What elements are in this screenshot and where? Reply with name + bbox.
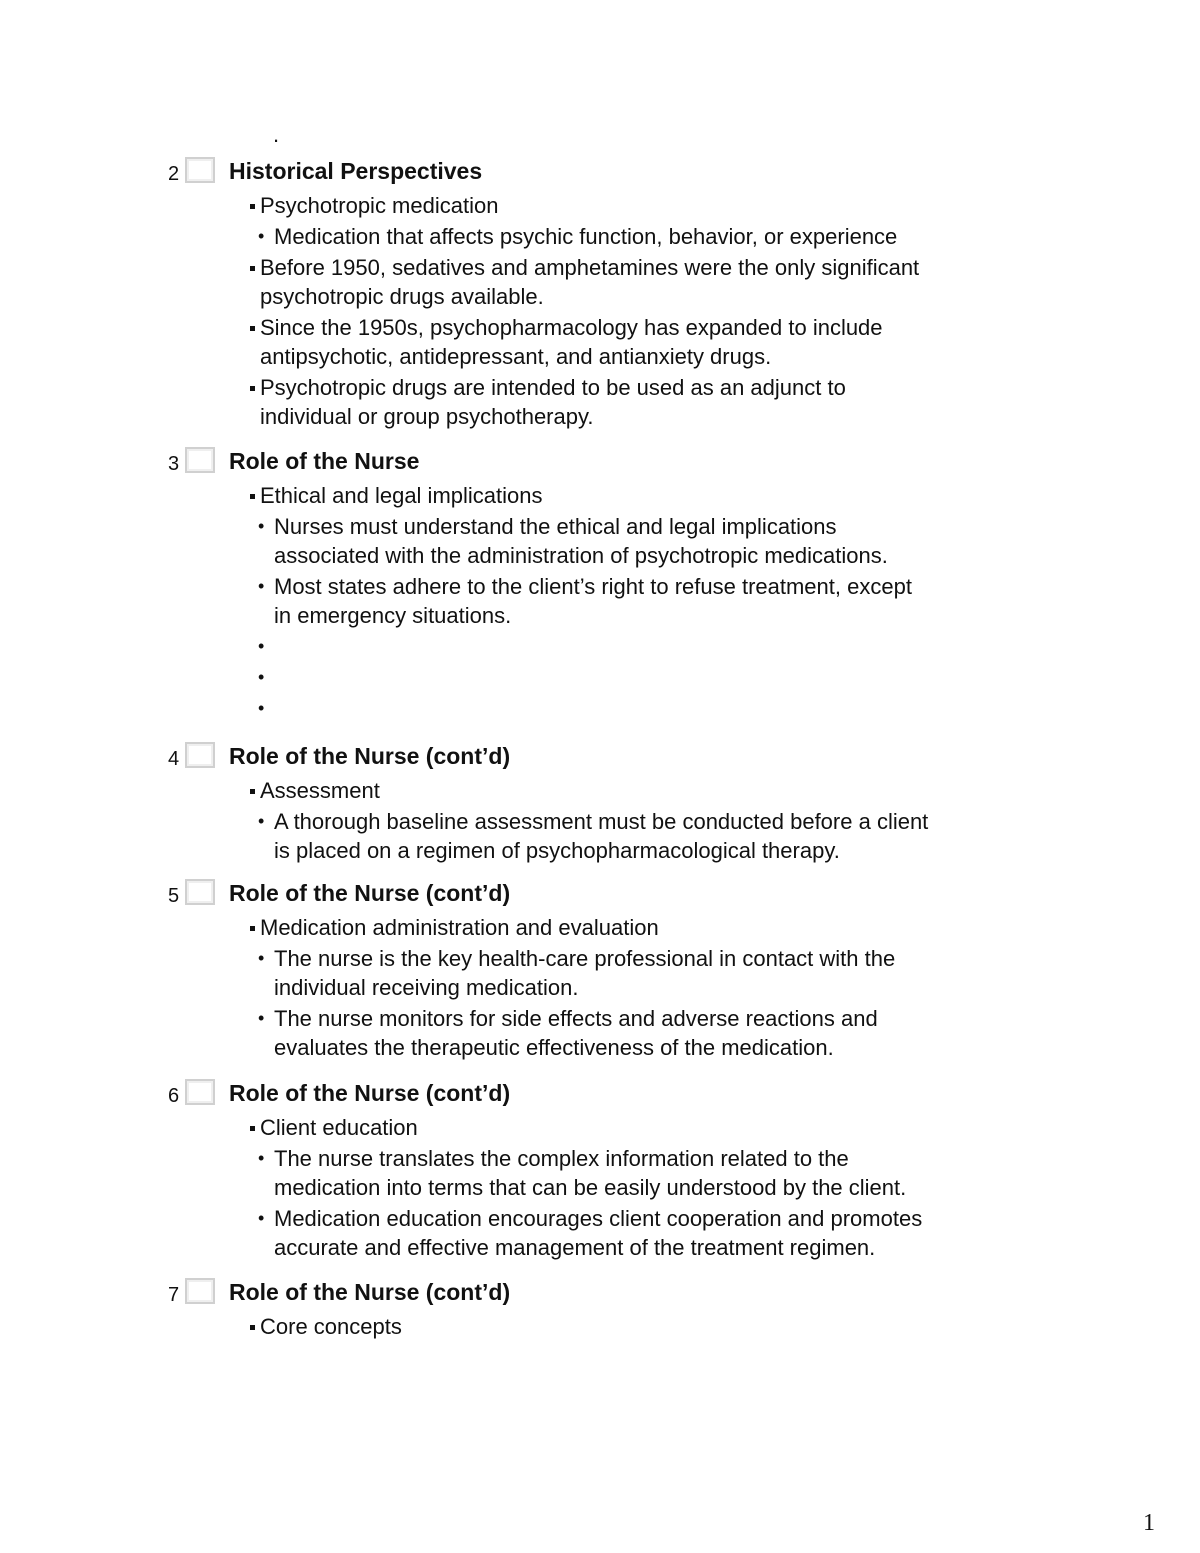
- bullet-line: • Most states adhere to the client’s right to refuse treatment, except: [274, 574, 912, 599]
- slide-number: 3: [168, 453, 180, 475]
- slide-title: Role of the Nurse (cont’d): [229, 1279, 511, 1305]
- bullet-item: [0, 481, 1200, 510]
- sub-bullet-item: [0, 1004, 1200, 1062]
- bullet-item: [0, 313, 1200, 371]
- bullet-line: individual receiving medication.: [274, 975, 579, 1000]
- bullet-line: • The nurse translates the complex information related to the: [274, 1146, 849, 1171]
- sub-bullet-item: [0, 807, 1200, 865]
- slide-number: 4: [168, 748, 180, 770]
- bullet-line: evaluates the therapeutic effectiveness of the medication.: [274, 1035, 834, 1060]
- bullet-item: [0, 1312, 1200, 1341]
- bullet-line: [274, 694, 1200, 723]
- bullet-line: Core concepts: [260, 1314, 402, 1339]
- slide-number: 7: [168, 1284, 180, 1306]
- slide-bullets: [0, 1312, 1200, 1341]
- sub-bullet-item: [0, 663, 1200, 692]
- slide-title: Role of the Nurse (cont’d): [229, 743, 511, 769]
- bullet-item: [0, 1113, 1200, 1142]
- sub-bullet-item: [0, 1204, 1200, 1262]
- slide-thumbnail[interactable]: [185, 157, 215, 183]
- bullet-line: Since the 1950s, psychopharmacology has expanded to include: [260, 315, 883, 340]
- sub-bullet-item: [0, 1144, 1200, 1202]
- top-marker: .: [273, 122, 280, 147]
- slide-number: 5: [168, 885, 180, 907]
- bullet-line: • The nurse is the key health-care professional in contact with the: [274, 946, 896, 971]
- bullet-item: [0, 373, 1200, 431]
- sub-bullet-item: [0, 222, 1200, 251]
- slide-title: Historical Perspectives: [229, 158, 483, 184]
- bullet-line: • Medication education encourages client cooperation and promotes: [274, 1206, 923, 1231]
- slide-thumbnail[interactable]: [185, 1278, 215, 1304]
- bullet-item: [0, 253, 1200, 311]
- bullet-line: antipsychotic, antidepressant, and antianxiety drugs.: [260, 344, 772, 369]
- slide-number: 6: [168, 1085, 180, 1107]
- bullet-line: associated with the administration of psychotropic medications.: [274, 543, 888, 568]
- bullet-line: Medication administration and evaluation: [260, 915, 659, 940]
- slide-thumbnail[interactable]: [185, 742, 215, 768]
- slide-title: Role of the Nurse (cont’d): [229, 1080, 511, 1106]
- slide-number: 2: [168, 163, 180, 185]
- slide-thumbnail[interactable]: [185, 447, 215, 473]
- bullet-line: psychotropic drugs available.: [260, 284, 544, 309]
- bullet-line: • Nurses must understand the ethical and legal implications: [274, 514, 837, 539]
- slide-bullets: [0, 1113, 1200, 1262]
- slide-bullets: [0, 481, 1200, 723]
- bullet-line: accurate and effective management of the treatment regimen.: [274, 1235, 876, 1260]
- bullet-line: individual or group psychotherapy.: [260, 404, 594, 429]
- bullet-item: [0, 913, 1200, 942]
- sub-bullet-item: [0, 694, 1200, 723]
- bullet-line: • The nurse monitors for side effects and adverse reactions and: [274, 1006, 878, 1031]
- slide-bullets: [0, 191, 1200, 431]
- bullet-line: • Medication that affects psychic function, behavior, or experience: [274, 224, 898, 249]
- sub-bullet-item: [0, 632, 1200, 661]
- bullet-line: Psychotropic drugs are intended to be used as an adjunct to: [260, 375, 846, 400]
- bullet-line: Client education: [260, 1115, 418, 1140]
- sub-bullet-item: [0, 512, 1200, 570]
- bullet-item: [0, 191, 1200, 220]
- page-number: 1: [1143, 1510, 1155, 1536]
- slide-thumbnail[interactable]: [185, 879, 215, 905]
- bullet-line: Ethical and legal implications: [260, 483, 543, 508]
- bullet-item: [0, 776, 1200, 805]
- bullet-line: Psychotropic medication: [260, 193, 499, 218]
- bullet-line: [274, 632, 1200, 661]
- bullet-line: Assessment: [260, 778, 380, 803]
- bullet-line: Before 1950, sedatives and amphetamines were the only significant: [260, 255, 920, 280]
- sub-bullet-item: [0, 572, 1200, 630]
- slide-bullets: [0, 776, 1200, 865]
- bullet-line: in emergency situations.: [274, 603, 512, 628]
- bullet-line: • A thorough baseline assessment must be conducted before a client: [274, 809, 929, 834]
- bullet-line: is placed on a regimen of psychopharmacological therapy.: [274, 838, 840, 863]
- bullet-line: [274, 663, 1200, 692]
- slide-thumbnail[interactable]: [185, 1079, 215, 1105]
- slide-title: Role of the Nurse: [229, 448, 420, 474]
- slide-bullets: [0, 913, 1200, 1062]
- sub-bullet-item: [0, 944, 1200, 1002]
- slide-title: Role of the Nurse (cont’d): [229, 880, 511, 906]
- bullet-line: medication into terms that can be easily understood by the client.: [274, 1175, 907, 1200]
